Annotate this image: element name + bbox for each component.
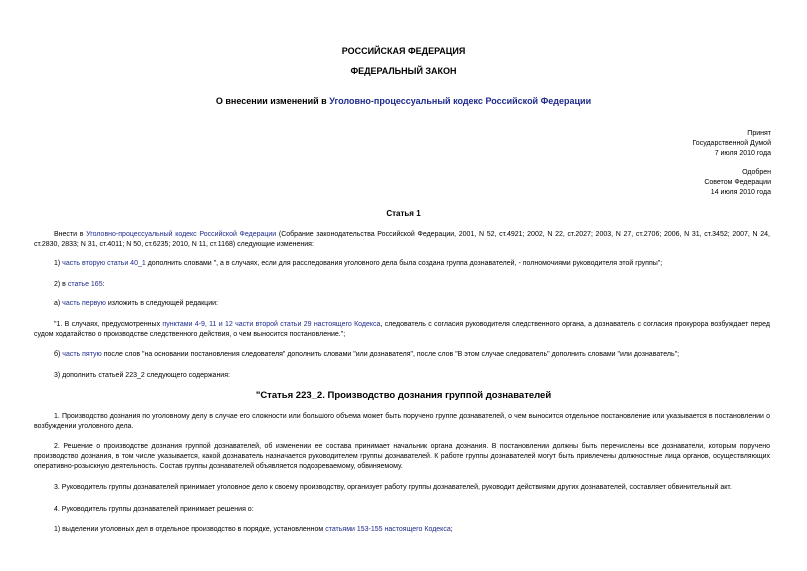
itemA-text-a: а) [54,300,63,307]
article-1-heading: Статья 1 [386,209,421,218]
article-223-2-part-4-item-1 [34,525,770,535]
intro-text-a: Внести в [54,231,87,238]
p5-text-b: ; [450,526,453,533]
header-country: РОССИЙСКАЯ ФЕДЕРАЦИЯ [341,46,466,56]
amendment-item-3: 3) дополнить статьей 223_2 следующего содержания: [54,372,230,379]
item1-link[interactable]: часть вторую статьи 40_1 [62,260,146,267]
document-title [0,96,807,107]
article-223-2-part-1: 1. Производство дознания по уголовному делу в случае его сложности или большого объема может быть поручено группе дознавателей, о чем выносится отдельное постановление или указывается в постановлении о возбуждении уголовного дела. [34,413,770,430]
intro-text-b: (Собрание законодательства Российской Федерации, 2001, N 52, ст.4921; 2002, N 22, ст.2027; 2003, N 27, ст.2706; 2006, N 31, ст.3452; 2007, N 24, ст.2830, 2833; N 31, ст.4011; N 50, ст.6235; 2010, N 11, ст.1168) следующие изменения: [34,231,770,248]
item1-text-b: дополнить словами ", а в случаях, если для расследования уголовного дела была создана группа дознавателей, - полномочиями руководителя этой группы"; [145,260,663,267]
approved-body: Советом Федерации [704,179,771,186]
approved-date: 14 июля 2010 года [710,189,771,196]
adopted-body: Государственной Думой [692,140,771,147]
amendment-item-1 [34,259,770,269]
itemB-text-b: после слов "на основании постановления следователя" дополнить словами "или дознавателя", после слов "В этом случае следователь" дополнить словами "или дознаватель"; [101,351,680,358]
itemA-text-b: изложить в следующей редакции: [105,300,218,307]
item1-text-a: 1) [54,260,63,267]
article-223-2-part-2: 2. Решение о производстве дознания группой дознавателей, об изменении ее состава принимает начальник органа дознания. В постановлении должны быть перечислены все дознаватели, которым поручено производство дознания, в том числе указывается, какой дознаватель назначается руководителем группы дознавателей. К работе группы дознавателей могут быть привлечены должностные лица органов, осуществляющих оперативно-розыскную деятельность. Состав группы дознавателей объявляется подозреваемому, обвиняемому. [34,443,770,470]
title-prefix: О внесении изменений в [215,96,330,106]
adopted-label: Принят [747,130,771,137]
itemB-text-a: б) [54,351,63,358]
quote-text-b: , следователь с согласия руководителя следственного органа, а дознаватель с согласия прокурора возбуждает перед судом ходатайство о производстве следственного действия, о чем выносится постановление."; [34,321,771,338]
adopted-block [692,129,771,159]
article-223-2-part-4: 4. Руководитель группы дознавателей принимает решения о: [54,506,254,513]
approved-label: Одобрен [742,169,771,176]
article-223-2-part-3: 3. Руководитель группы дознавателей принимает уголовное дело к своему производству, организует работу группы дознавателей, руководит действиями других дознавателей, составляет обвинительный акт. [54,484,732,491]
itemB-link[interactable]: часть пятую [62,351,102,358]
p5-text-a: 1) выделении уголовных дел в отдельное производство в порядке, установленном [54,526,326,533]
itemA-link[interactable]: часть первую [62,300,106,307]
p5-link[interactable]: статьями 153-155 настоящего Кодекса [325,526,451,533]
item2-link[interactable]: статье 165 [67,281,103,288]
amendment-item-a [34,299,770,309]
item2-text-a: 2) в [54,281,68,288]
quote-link[interactable]: пунктами 4-9, 11 и 12 части второй статьи 29 настоящего Кодекса [162,321,381,328]
amendment-quote [34,320,770,340]
item2-text-b: : [102,281,105,288]
header-law-type: ФЕДЕРАЛЬНЫЙ ЗАКОН [350,66,457,76]
amendment-item-b [34,350,770,360]
amendment-item-2 [34,280,770,290]
adopted-date: 7 июля 2010 года [714,150,771,157]
article-223-2-heading: "Статья 223_2. Производство дознания группой дознавателей [255,390,552,401]
quote-text-a: "1. В случаях, предусмотренных [54,321,163,328]
article-1-intro [34,230,770,250]
title-code-link[interactable]: Уголовно-процессуальный кодекс Российской Федерации [329,96,592,106]
approved-block [704,168,771,198]
intro-code-link[interactable]: Уголовно-процессуальный кодекс Российской Федерации [86,231,277,238]
